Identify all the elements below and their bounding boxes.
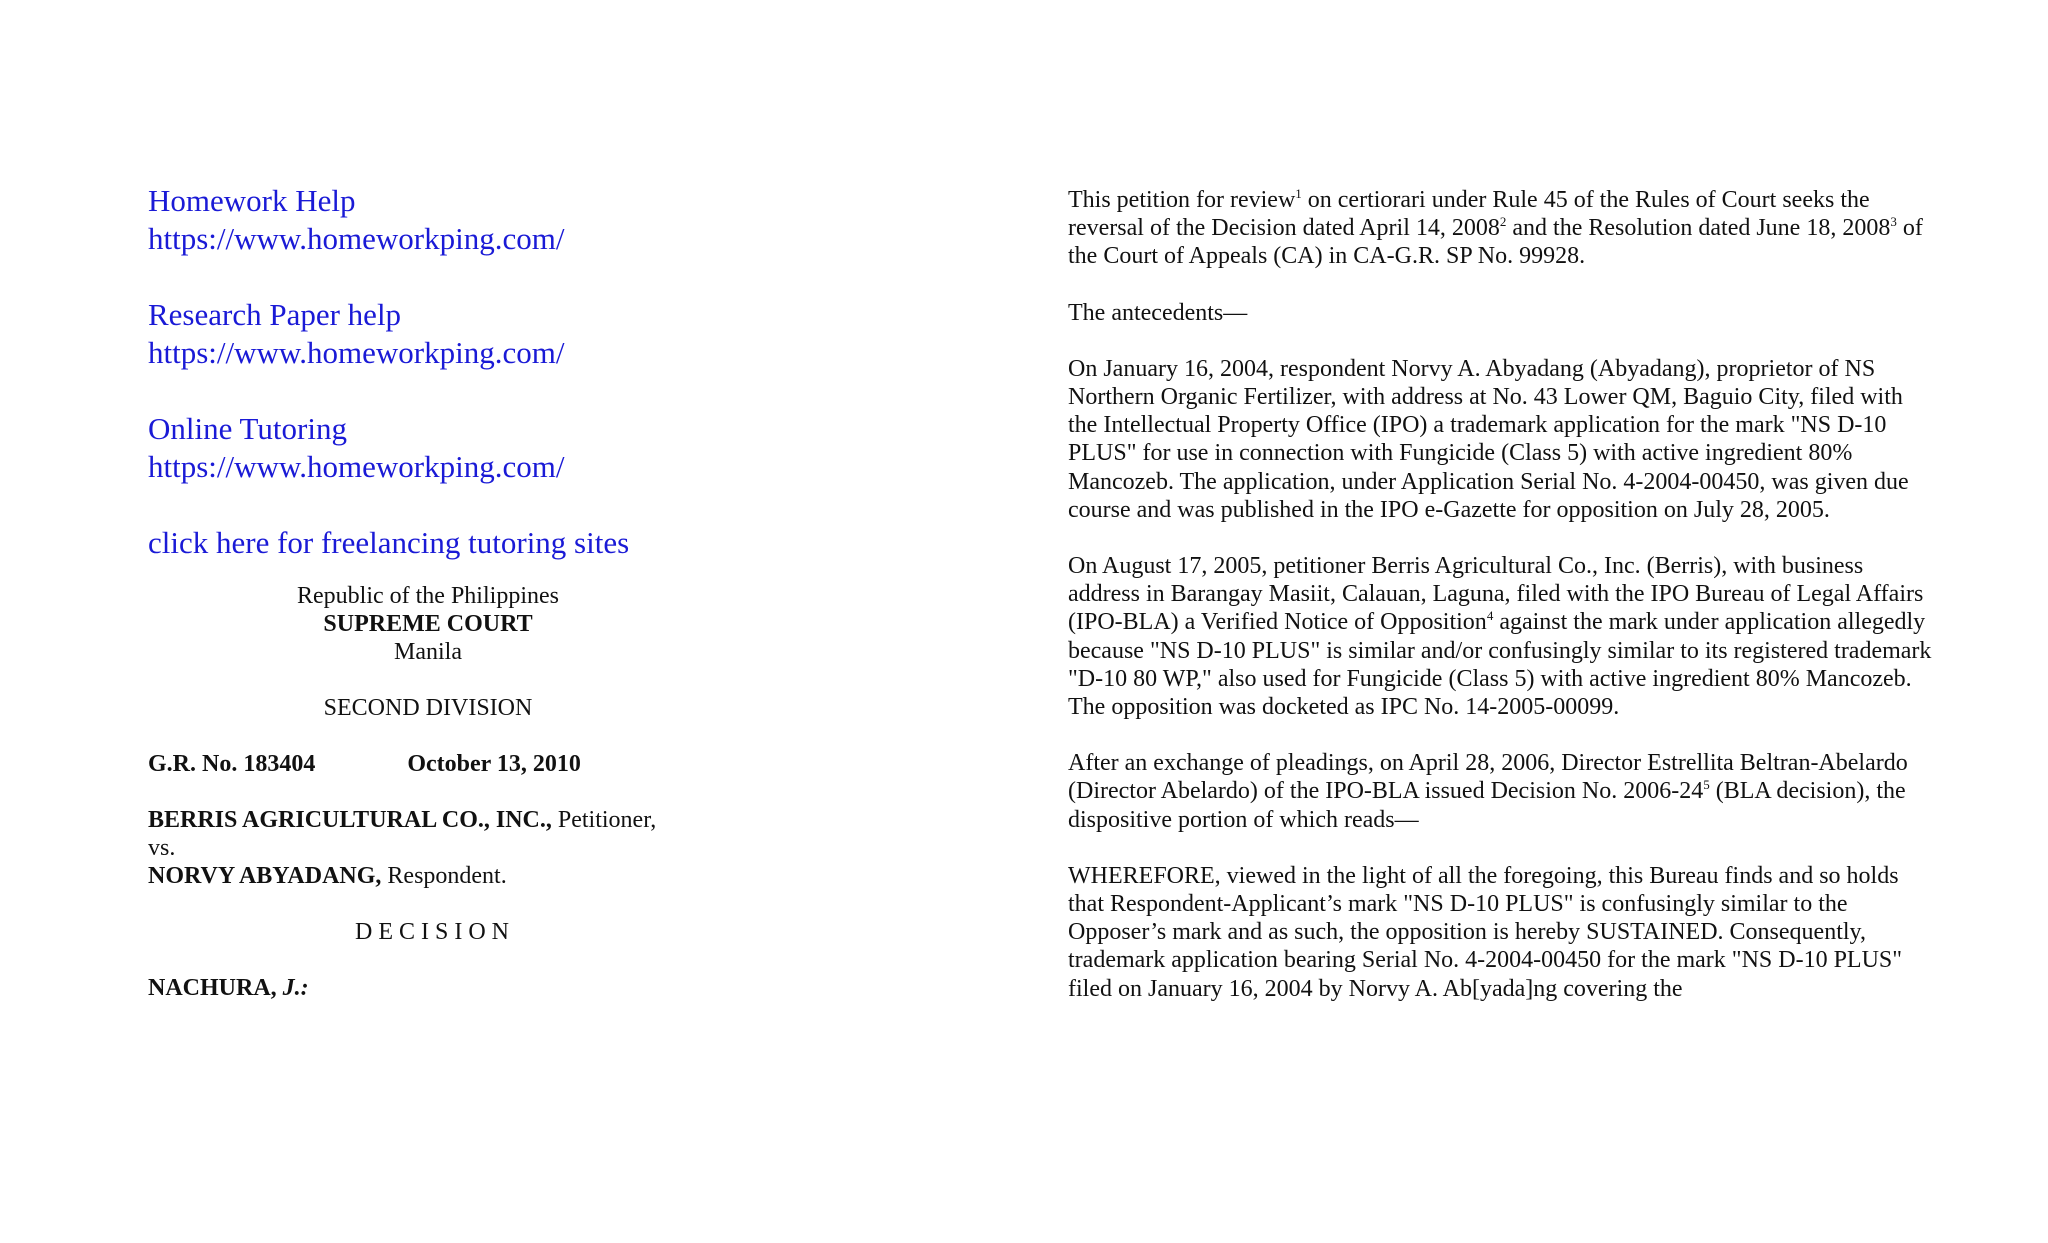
p1-text-d: of the Court of Appeals (CA) in CA-G.R. SP No. 99928. [1068,215,1923,270]
promo-homework-help [148,182,708,258]
paragraph-antecedents: The antecedents— [1068,299,1248,326]
footnote-1[interactable]: 1 [1295,186,1302,201]
right-page [1024,0,2048,1243]
footnote-5[interactable]: 5 [1703,777,1710,793]
petitioner-line [148,806,708,834]
online-tutoring-url-link[interactable]: https://www.homeworkping.com/ [148,449,565,484]
footnote-3[interactable]: 3 [1890,214,1897,230]
paragraph-opposition [1068,552,1938,721]
decision-heading: DECISION [355,919,515,945]
p1-text-a: This petition for review [1068,187,1296,213]
judge-title: J.: [282,975,309,1001]
homework-help-url-link[interactable]: https://www.homeworkping.com/ [148,221,565,256]
respondent-role: Respondent. [381,863,507,889]
case-number: G.R. No. 183404 [148,751,316,777]
left-column [148,182,708,1002]
court-name: SUPREME COURT [323,611,533,637]
case-date: October 13, 2010 [407,751,581,777]
paragraph-petition [1068,186,1938,271]
republic-line: Republic of the Philippines [297,583,559,609]
homework-help-link[interactable]: Homework Help [148,183,356,218]
promo-research-paper-help [148,296,708,372]
p5-text-a: After an exchange of pleadings, on April 28, 2006, Director Estrellita Beltran-Abelardo (Director Abelardo) of the IPO-BLA issued Decision No. 2006-24 [1068,750,1908,805]
p4-text-b: against the mark under application allegedly because "NS D-10 PLUS" is similar and/or confusingly similar to its registered trademark "D-10 80 WP," also used for Fungicide (Class 5) with active ingredient 80% Mancozeb. The opposition was docketed as IPC No. 14-2005-00099. [1068,609,1932,721]
footnote-2[interactable]: 2 [1499,214,1507,230]
p1-text-b: on certiorari under Rule 45 of the Rules of Court seeks the reversal of the Decision dated April 14, 2008 [1068,187,1870,242]
judge-name: NACHURA, [148,975,283,1001]
freelancing-tutoring-link[interactable]: click here for freelancing tutoring sites [148,525,630,560]
footnote-4[interactable]: 4 [1486,608,1494,624]
paragraph-bla-decision [1068,749,1938,834]
decision-body [1068,186,1938,1031]
respondent-name: NORVY ABYADANG, [148,863,382,889]
division-label: SECOND DIVISION [323,695,533,721]
paragraph-wherefore: WHEREFORE, viewed in the light of all the foregoing, this Bureau finds and so holds that Respondent-Applicant’s mark "NS D-10 PLUS" is confusingly similar to the Opposer’s mark and as such, the opposition is hereby SUSTAINED. Consequently, trademark application bearing Serial No. 4-2004-00450 for the mark "NS D-10 PLUS" filed on January 16, 2004 by Norvy A. Ab[yada]ng covering the [1068,862,1903,1002]
court-city: Manila [394,639,462,665]
research-paper-help-url-link[interactable]: https://www.homeworkping.com/ [148,335,565,370]
promo-online-tutoring [148,410,708,486]
petitioner-name: BERRIS AGRICULTURAL CO., INC., [148,807,552,833]
respondent-line [148,862,708,890]
petitioner-role: Petitioner, [551,807,657,833]
online-tutoring-link[interactable]: Online Tutoring [148,411,347,446]
p4-text-a: On August 17, 2005, petitioner Berris Agricultural Co., Inc. (Berris), with business address in Barangay Masiit, Calauan, Laguna, filed with the IPO Bureau of Legal Affairs (IPO-BLA) a Verified Notice of Opposition [1068,553,1924,636]
p1-text-c: and the Resolution dated June 18, 2008 [1506,215,1891,242]
p5-text-b: (BLA decision), the dispositive portion of which reads— [1068,778,1906,833]
research-paper-help-link[interactable]: Research Paper help [148,297,402,332]
ponente-line [148,974,708,1002]
case-number-row [148,750,708,778]
paragraph-application: On January 16, 2004, respondent Norvy A. Abyadang (Abyadang), proprietor of NS Northern Organic Fertilizer, with address at No. 43 Lower QM, Baguio City, filed with the Intellectual Property Office (IPO) a trademark application for the mark "NS D-10 PLUS" for use in connection with Fungicide (Class 5) with active ingredient 80% Mancozeb. The application, under Application Serial No. 4-2004-00450, was given due course and was published in the IPO e-Gazette for opposition on July 28, 2005. [1068,355,1909,523]
versus-line: vs. [148,835,176,861]
